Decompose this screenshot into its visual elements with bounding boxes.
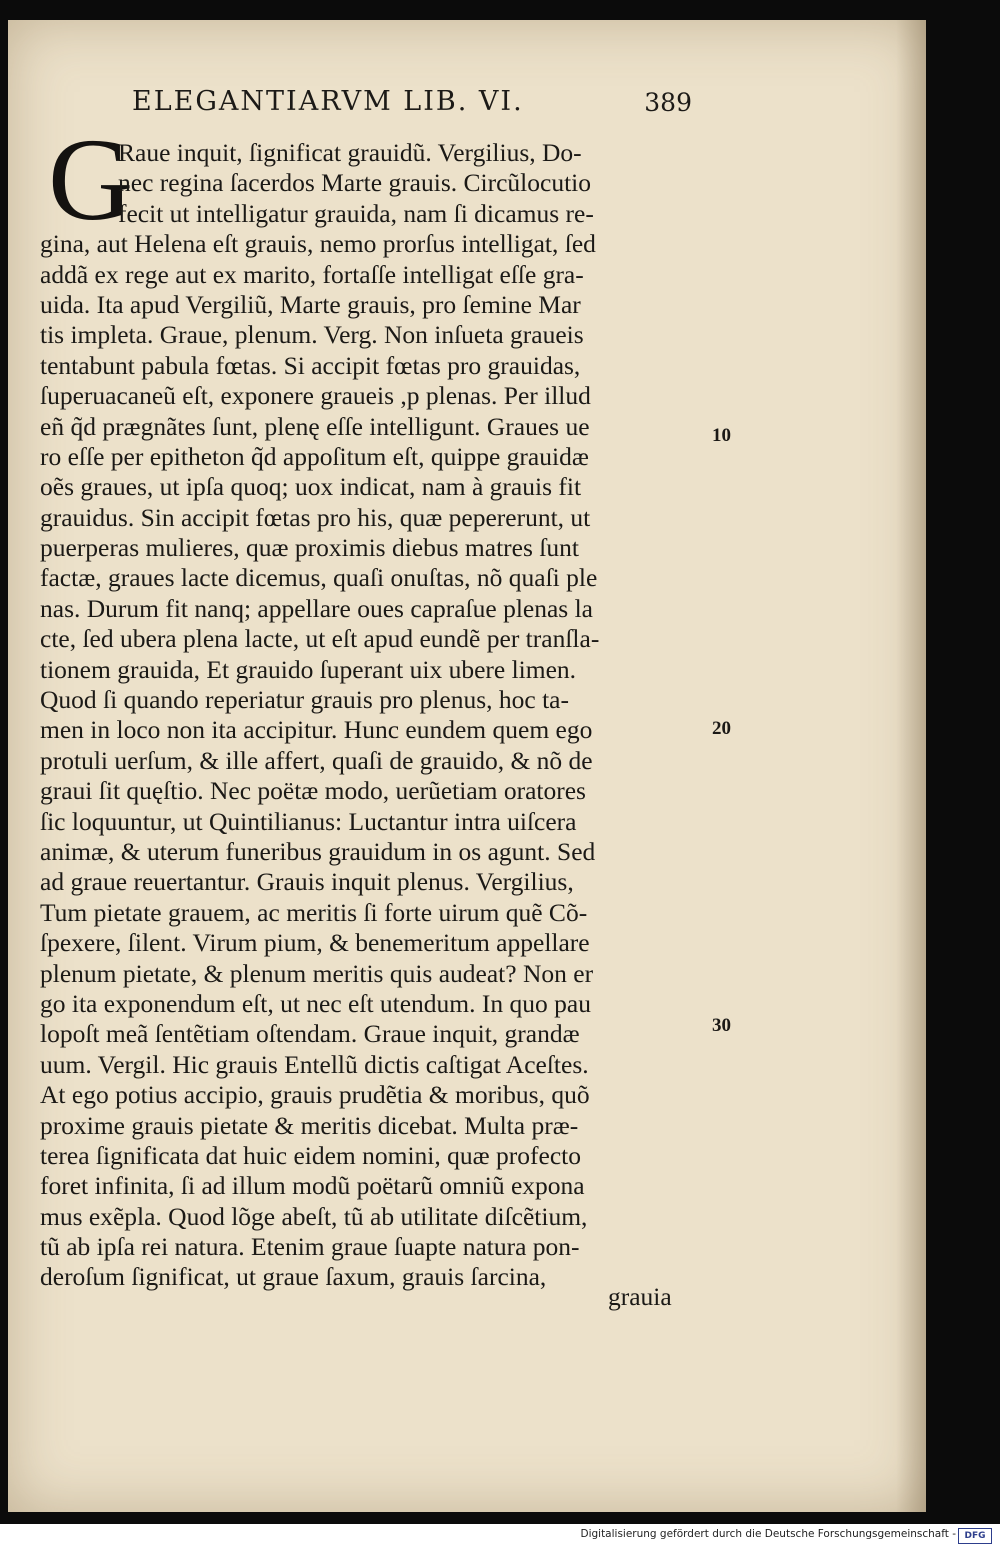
text-line: ſpexere, ſilent. Virum pium, & benemeritum appellare <box>40 928 590 958</box>
text-line: gina, aut Helena eſt grauis, nemo prorſus intelligat, ſed <box>40 229 596 259</box>
line-number-30: 30 <box>712 1015 731 1036</box>
line-number-10: 10 <box>712 425 731 446</box>
text-line: puerperas mulieres, quæ proximis diebus matres ſunt <box>40 533 579 563</box>
text-line: proxime grauis pietate & meritis dicebat. Multa præ- <box>40 1110 579 1140</box>
text-line: tionem grauida, Et grauido ſuperant uix ubere limen. <box>40 654 577 684</box>
text-line: foret infinita, ſi ad illum modũ poëtarũ omniũ expona <box>40 1171 585 1201</box>
text-line: tentabunt pabula fœtas. Si accipit fœtas pro grauidas, <box>40 350 581 380</box>
drop-cap-initial: G <box>48 114 134 245</box>
text-line: Quod ſi quando reperiatur grauis pro plenus, hoc ta- <box>40 685 569 715</box>
text-line: plenum pietate, & plenum meritis quis audeat? Non er <box>40 958 594 988</box>
text-line: deroſum ſignificat, ut graue ſaxum, grauis ſarcina, <box>40 1262 547 1292</box>
text-line: ſic loquuntur, ut Quintilianus: Luctantur intra uiſcera <box>40 806 577 836</box>
text-line: addã ex rege aut ex marito, fortaſſe intelligat eſſe gra- <box>40 259 584 289</box>
text-line: At ego potius accipio, grauis prudẽtia & moribus, quõ <box>40 1080 590 1110</box>
page-number: 389 <box>644 88 692 117</box>
text-line: protuli uerſum, & ille affert, quaſi de grauido, & nõ de <box>40 745 593 775</box>
body-text <box>40 138 708 1293</box>
running-head <box>132 86 692 126</box>
catchword: grauia <box>608 1282 672 1311</box>
text-line: eñ q̃d prægnãtes ſunt, plenę eſſe intelligunt. Graues ue <box>40 411 590 441</box>
text-line: nec regina ſacerdos Marte grauis. Circũlocutio <box>118 168 591 198</box>
text-line: uum. Vergil. Hic grauis Entellũ dictis caſtigat Aceſtes. <box>40 1049 589 1079</box>
text-line: uida. Ita apud Vergiliũ, Marte grauis, pro ſemine Mar <box>40 289 581 319</box>
text-line: animæ, & uterum funeribus grauidum in os agunt. Sed <box>40 836 596 866</box>
text-line: tũ ab ipſa rei natura. Etenim graue ſuapte natura pon- <box>40 1232 580 1262</box>
text-line: fecit ut intelligatur grauida, nam ſi dicamus re- <box>118 198 594 228</box>
text-line: grauidus. Sin accipit fœtas pro his, quæ pepererunt, ut <box>40 502 591 532</box>
text-line: oẽs graues, ut ipſa quoq; uox indicat, nam à grauis fit <box>40 472 582 502</box>
text-line: factæ, graues lacte dicemus, quaſi onuſtas, nõ quaſi ple <box>40 563 598 593</box>
footer-credit: Digitalisierung gefördert durch die Deutsche Forschungsgemeinschaft - <box>580 1528 956 1540</box>
running-head-title: ELEGANTIARVM LIB. VI. <box>132 86 524 117</box>
text-line: mus exẽpla. Quod lõge abeſt, tũ ab utilitate diſcẽtium, <box>40 1201 588 1231</box>
text-line: ſuperuacaneũ eſt, exponere graueis ,p plenas. Per illud <box>40 381 591 411</box>
text-line: Tum pietate grauem, ac meritis ſi forte uirum quẽ Cõ- <box>40 897 588 927</box>
text-line: men in loco non ita accipitur. Hunc eundem quem ego <box>40 715 593 745</box>
text-line: ro eſſe per epitheton q̃d appoſitum eſt, quippe grauidæ <box>40 441 589 471</box>
text-line: go ita exponendum eſt, ut nec eſt utendum. In quo pau <box>40 988 591 1018</box>
text-line: lopoſt meã ſentẽtiam oſtendam. Graue inquit, grandæ <box>40 1019 580 1049</box>
text-line: terea ſignificata dat huic eidem nomini, quæ profecto <box>40 1140 581 1170</box>
dfg-logo-icon: DFG <box>958 1528 992 1544</box>
text-line: ad graue reuertantur. Grauis inquit plenus. Vergilius, <box>40 867 574 897</box>
text-line: Raue inquit, ſignificat grauidũ. Vergilius, Do- <box>118 138 582 167</box>
page-edge-shadow <box>896 20 926 1512</box>
text-line: cte, ſed ubera plena lacte, ut eſt apud eundẽ per tranſla- <box>40 624 600 654</box>
text-line: tis impleta. Graue, plenum. Verg. Non inſueta graueis <box>40 320 584 350</box>
line-number-20: 20 <box>712 718 731 739</box>
text-line: graui ſit quęſtio. Nec poëtæ modo, uerũetiam oratores <box>40 776 586 806</box>
text-line: nas. Durum fit nanq; appellare oues capraſue plenas la <box>40 593 593 623</box>
footer-bar <box>0 1524 1000 1546</box>
